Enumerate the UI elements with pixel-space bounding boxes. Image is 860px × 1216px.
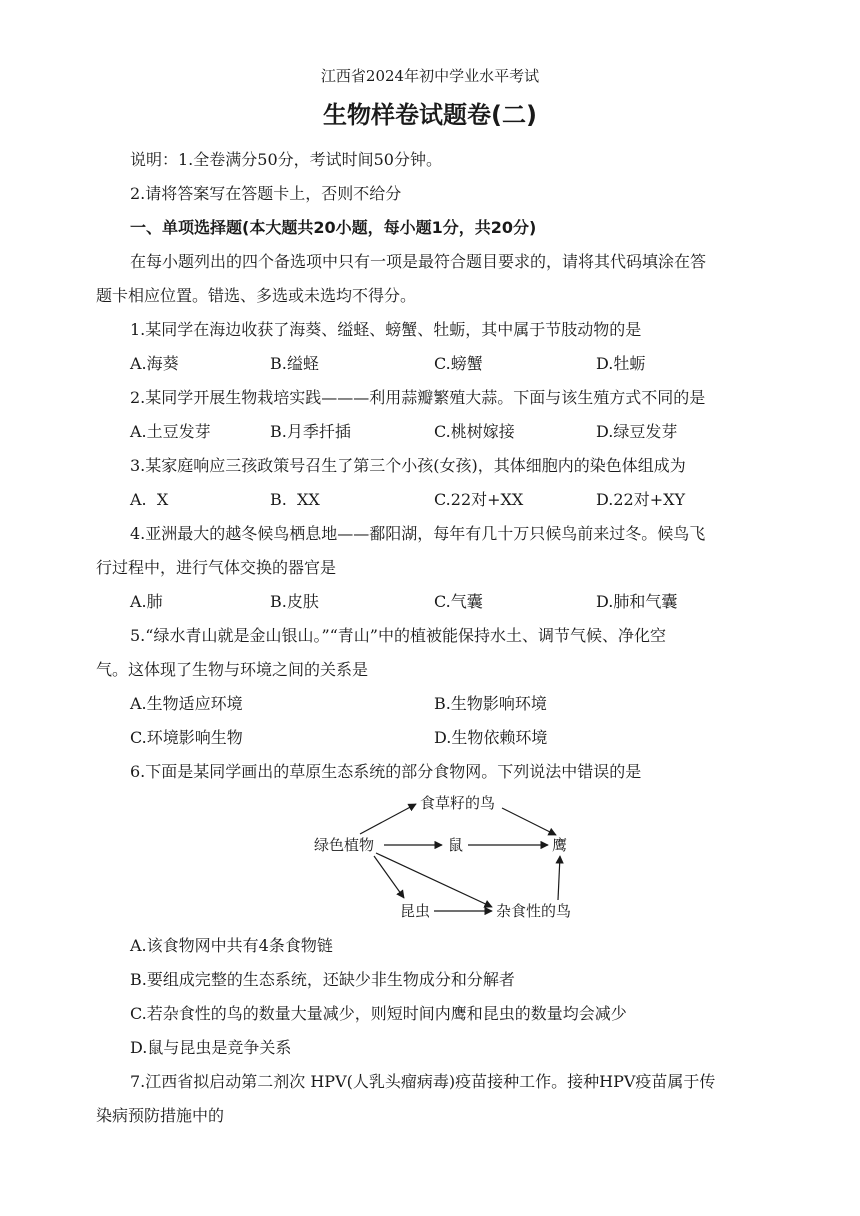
question-1-option-b: B.缢蛏 <box>270 354 319 373</box>
question-6-option-b: B.要组成完整的生态系统，还缺少非生物成分和分解者 <box>130 970 515 989</box>
arrow-omni-bird-to-eagle <box>558 856 560 900</box>
question-5-option-d: D.生物依赖环境 <box>434 728 548 747</box>
section-description-line-2: 题卡相应位置。错选、多选或未选均不得分。 <box>96 286 417 305</box>
instruction-line-2: 2.请将答案写在答题卡上，否则不给分 <box>130 184 402 203</box>
question-2-option-d: D.绿豆发芽 <box>596 422 678 441</box>
node-eagle: 鹰 <box>552 836 568 854</box>
question-4-stem-line-2: 行过程中，进行气体交换的器官是 <box>96 558 337 577</box>
question-4-stem-line-1: 4.亚洲最大的越冬候鸟栖息地——鄱阳湖，每年有几十万只候鸟前来过冬。候鸟飞 <box>130 524 706 543</box>
question-3-stem: 3.某家庭响应三孩政策号召生了第三个小孩(女孩)，其体细胞内的染色体组成为 <box>130 456 686 475</box>
question-4-option-b: B.皮肤 <box>270 592 319 611</box>
question-4-option-a: A.肺 <box>130 592 163 611</box>
question-2-option-a: A.土豆发芽 <box>130 422 211 441</box>
exam-title: 生物样卷试题卷(二) <box>323 101 537 129</box>
question-1-option-c: C.螃蟹 <box>434 354 483 373</box>
question-5-option-c: C.环境影响生物 <box>130 728 243 747</box>
question-3-option-d: D.22对+XY <box>596 490 686 509</box>
arrow-plant-to-omni-bird <box>376 853 492 907</box>
question-7-stem-line-2: 染病预防措施中的 <box>96 1106 225 1125</box>
node-omni-bird: 杂食性的鸟 <box>496 902 572 920</box>
question-3-option-c: C.22对+XX <box>434 490 524 509</box>
arrow-plant-to-insect <box>374 856 404 898</box>
arrow-seed-bird-to-eagle <box>502 808 556 835</box>
question-4-option-d: D.肺和气囊 <box>596 592 678 611</box>
question-2-option-b: B.月季扦插 <box>270 422 351 441</box>
question-6-option-c: C.若杂食性的鸟的数量大量减少，则短时间内鹰和昆虫的数量均会减少 <box>130 1004 627 1023</box>
question-6-option-d: D.鼠与昆虫是竞争关系 <box>130 1038 292 1057</box>
question-7-stem-line-1: 7.江西省拟启动第二剂次 HPV(人乳头瘤病毒)疫苗接种工作。接种HPV疫苗属于传 <box>130 1072 716 1091</box>
question-1-option-d: D.牡蛎 <box>596 354 646 373</box>
question-5-stem-line-2: 气。这体现了生物与环境之间的关系是 <box>96 660 369 679</box>
food-web-diagram <box>310 790 610 930</box>
question-2-stem: 2.某同学开展生物栽培实践———利用蒜瓣繁殖大蒜。下面与该生殖方式不同的是 <box>130 388 706 407</box>
section-description-line-1: 在每小题列出的四个备选项中只有一项是最符合题目要求的，请将其代码填涂在答 <box>130 252 707 271</box>
question-5-option-b: B.生物影响环境 <box>434 694 547 713</box>
question-1-option-a: A.海葵 <box>130 354 179 373</box>
question-3-option-a: A. X <box>130 490 169 509</box>
question-2-option-c: C.桃树嫁接 <box>434 422 515 441</box>
node-mouse: 鼠 <box>448 836 464 854</box>
node-plant: 绿色植物 <box>314 836 375 854</box>
section-heading: 一、单项选择题(本大题共20小题，每小题1分，共20分) <box>130 218 537 237</box>
question-5-option-a: A.生物适应环境 <box>130 694 243 713</box>
exam-subtitle: 江西省2024年初中学业水平考试 <box>320 67 540 85</box>
question-6-option-a: A.该食物网中共有4条食物链 <box>130 936 333 955</box>
node-insect: 昆虫 <box>400 902 431 920</box>
arrow-plant-to-seed-bird <box>360 804 416 834</box>
question-6-stem: 6.下面是某同学画出的草原生态系统的部分食物网。下列说法中错误的是 <box>130 762 642 781</box>
question-5-stem-line-1: 5.“绿水青山就是金山银山。”“青山”中的植被能保持水土、调节气候、净化空 <box>130 626 666 645</box>
instruction-line-1: 说明：1.全卷满分50分，考试时间50分钟。 <box>130 150 442 169</box>
question-4-option-c: C.气囊 <box>434 592 483 611</box>
question-3-option-b: B. XX <box>270 490 320 509</box>
question-1-stem: 1.某同学在海边收获了海葵、缢蛏、螃蟹、牡蛎，其中属于节肢动物的是 <box>130 320 642 339</box>
node-seed-bird: 食草籽的鸟 <box>420 794 496 812</box>
